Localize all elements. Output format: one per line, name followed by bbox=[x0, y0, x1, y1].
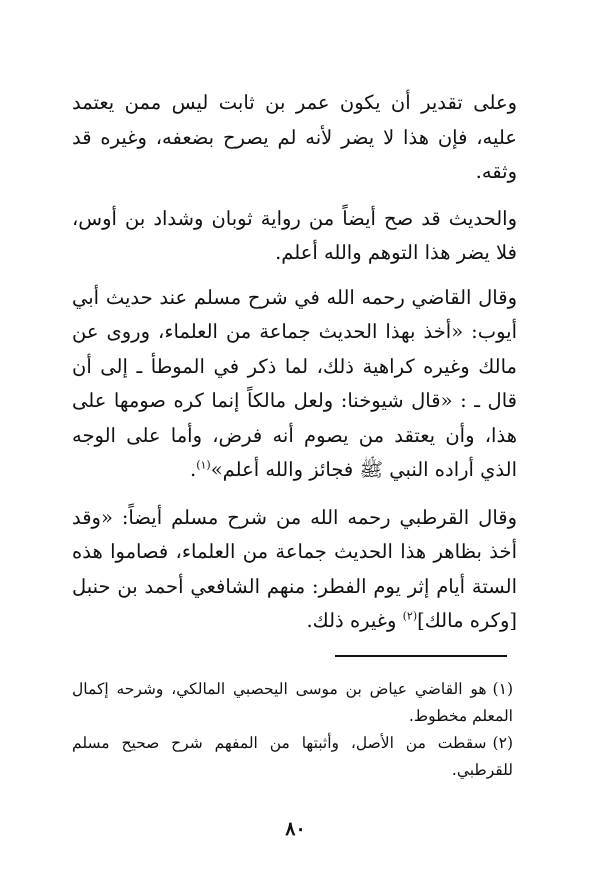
paragraph-3 bbox=[72, 281, 517, 488]
paragraph-1: وعلى تقدير أن يكون عمر بن ثابت ليس ممن يعتمد عليه، فإن هذا لا يضر لأنه لم يصرح بضعفه، وغيره قد وثقه. bbox=[72, 91, 517, 183]
footnote-ref-1: (١) bbox=[196, 458, 211, 472]
paragraph-4-end: وغيره ذلك. bbox=[306, 609, 403, 632]
footnote-text-1: هو القاضي عياض بن موسى اليحصبي المالكي، وشرحه إكمال المعلم مخطوط. bbox=[72, 680, 513, 725]
footnote-1 bbox=[72, 676, 513, 730]
paragraph-3-end: . bbox=[190, 458, 197, 481]
footnote-number-2: (٢) bbox=[492, 734, 513, 752]
footnote-ref-2: (٢) bbox=[402, 609, 418, 623]
paragraph-4 bbox=[72, 501, 517, 639]
footnotes bbox=[72, 676, 513, 784]
footnote-2 bbox=[72, 730, 513, 784]
footnote-separator bbox=[335, 655, 507, 657]
footnote-number-1: (١) bbox=[492, 680, 513, 698]
footnote-text-2: سقطت من الأصل، وأثبتها من المفهم شرح صحيح مسلم للقرطبي. bbox=[72, 734, 513, 779]
paragraph-2: والحديث قد صح أيضاً من رواية ثوبان وشداد بن أوس، فلا يضر هذا التوهم والله أعلم. bbox=[72, 206, 517, 264]
paragraph-4-text: وقال القرطبي رحمه الله من شرح مسلم أيضاً: «وقد أخذ بظاهر هذا الحديث جماعة من العلماء، فصاموا هذه الستة أيام إثر يوم الفطر: منهم الشافعي أحمد بن حنبل [وكره مالك] bbox=[72, 505, 517, 632]
paragraph-3-text: وقال القاضي رحمه الله في شرح مسلم عند حديث أبي أيوب: «أخذ بهذا الحديث جماعة من العلماء، وروى عن مالك وغيره كراهية ذلك، لما ذكر في الموطأ ـ إلى أن قال ـ : «قال شيوخنا: ولعل مالكاً إنما كره صومها على هذا، وأن يعتقد من يصوم أنه فرض، وأما على الوجه الذي أراده النبي ﷺ فجائز والله أعلم» bbox=[72, 285, 517, 481]
page-number: ٨٠ bbox=[285, 818, 306, 840]
main-text bbox=[72, 86, 517, 653]
